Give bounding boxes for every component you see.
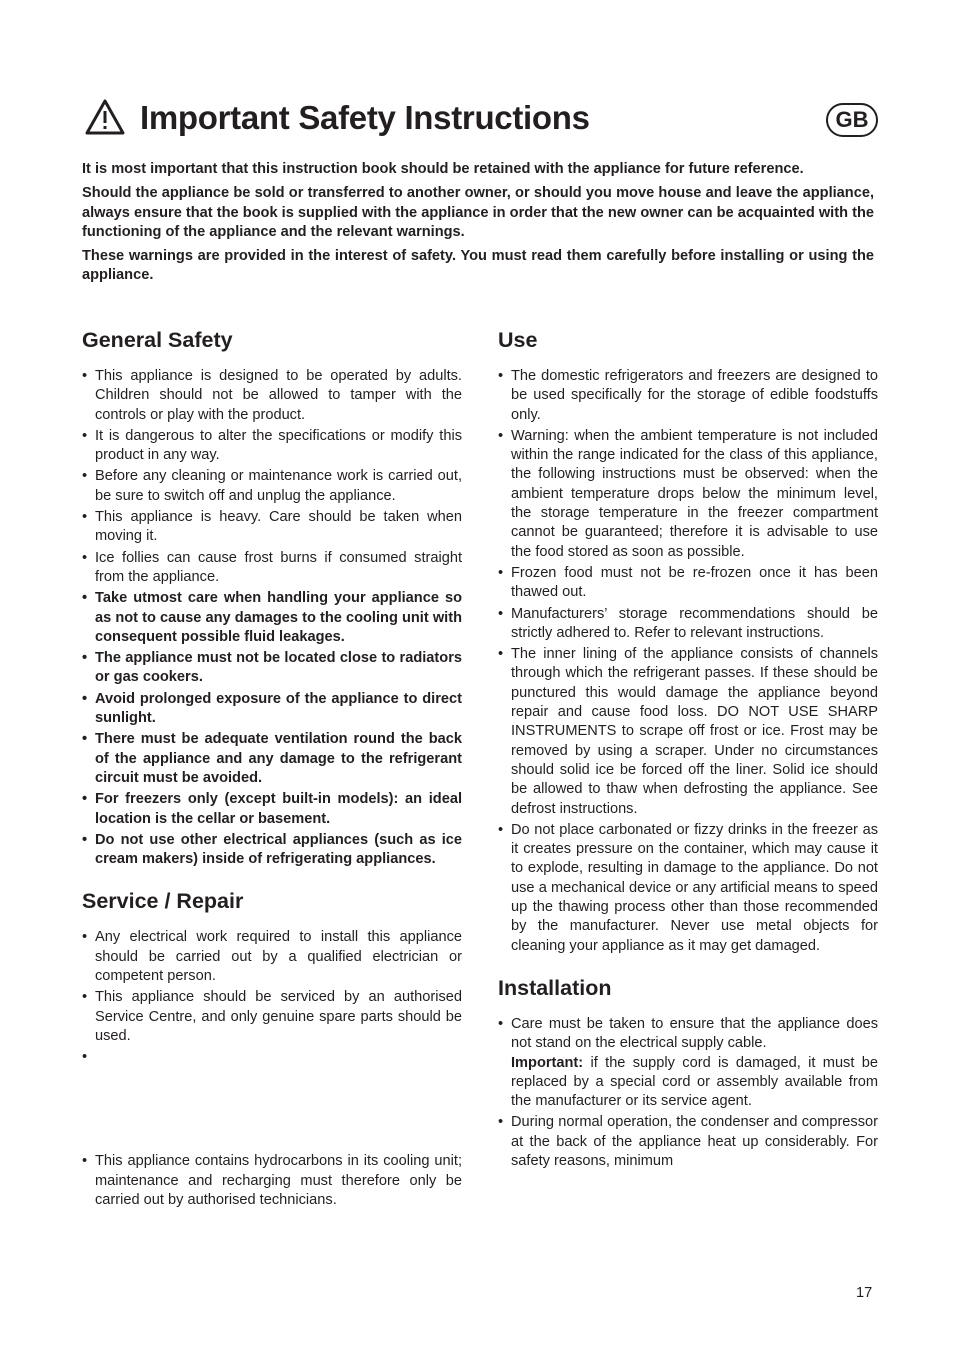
left-column [82,326,462,1212]
installation-list [498,1015,878,1171]
list-item [498,1015,878,1111]
list-item: • Ice follies can cause frost burns if consumed straight from the appliance. [82,549,462,588]
page-number: 17 [856,1285,873,1301]
list-item: • Avoid prolonged exposure of the appliance to direct sunlight. [82,690,462,729]
intro-paragraph: It is most important that this instruction book should be retained with the appliance for future reference. [82,161,804,177]
installation-heading: Installation [498,975,612,1000]
list-item: • Do not use other electrical appliances (such as ice cream makers) inside of refrigerating appliances. [82,831,462,870]
general-safety-heading: General Safety [82,328,233,352]
list-item: • The domestic refrigerators and freezers are designed to be used specifically for the storage of edible foodstuffs only. [498,367,878,425]
list-item: • This appliance should be serviced by an authorised Service Centre, and only genuine spare parts should be used. [82,988,462,1046]
right-column [498,326,878,1173]
list-item: • It is dangerous to alter the specifications or modify this product in any way. [82,427,462,466]
important-label: Important: [511,1054,584,1071]
list-item: • This appliance contains hydrocarbons in its cooling unit; maintenance and recharging must therefore only be carried out by authorised technicians. [82,1152,462,1210]
list-item: • Before any cleaning or maintenance work is carried out, be sure to switch off and unplug the appliance. [82,467,462,506]
intro-paragraph: These warnings are provided in the interest of safety. You must read them carefully before installing or using the appliance. [82,248,874,284]
list-item: • Any electrical work required to install this appliance should be carried out by a qualified electrician or competent person. [82,928,462,986]
list-item: • The inner lining of the appliance consists of channels through which the refrigerant passes. If these should be punctured this would damage the appliance beyond repair and cause food loss. DO NOT USE SHARP INSTRUMENTS to scrape off frost or ice. Frost may be removed by using a scraper. Under no circumstances should solid ice be forced off the liner. Solid ice should be allowed to thaw when defrosting the appliance. See defrost instructions. [498,645,878,819]
item-text: Care must be taken to ensure that the appliance does not stand on the electrical supply cable. [511,1015,878,1052]
list-item: • Frozen food must not be re-frozen once it has been thawed out. [498,564,878,603]
list-item: • Do not place carbonated or fizzy drinks in the freezer as it creates pressure on the container, which may cause it to explode, resulting in damage to the appliance. Do not use a mechanical device or any artificial means to speed up the thawing process other than those recommended by the manufacturer. Never use metal objects for cleaning your appliance as it may get damaged. [498,821,878,956]
service-repair-list [82,928,462,1210]
list-item: • This appliance is heavy. Care should be taken when moving it. [82,508,462,547]
list-item: • During normal operation, the condenser and compressor at the back of the appliance heat up considerably. For safety reasons, minimum [498,1113,878,1171]
list-item: • Manufacturers’ storage recommendations should be strictly adhered to. Refer to relevant instructions. [498,605,878,644]
intro-paragraph: Should the appliance be sold or transferred to another owner, or should you move house and leave the appliance, always ensure that the book is supplied with the appliance in order that the new owner can be acquainted with the functioning of the appliance and the relevant warnings. [82,185,874,240]
page-title: Important Safety Instructions [140,99,590,136]
intro-section [82,160,874,291]
use-heading: Use [498,328,538,352]
item-text: if the supply cord is damaged, it must be replaced by a special cord or assembly available from the manufacturer or its service agent. [511,1054,878,1110]
page-header [84,96,880,146]
list-item: • Take utmost care when handling your appliance so as not to cause any damages to the cooling unit with consequent possible fluid leakages. [82,589,462,647]
list-item: • For freezers only (except built-in models): an ideal location is the cellar or basement. [82,790,462,829]
list-item: • There must be adequate ventilation round the back of the appliance and any damage to the refrigerant circuit must be avoided. [82,730,462,788]
general-safety-list [82,367,462,869]
use-list [498,367,878,956]
language-badge: GB [826,103,878,137]
list-item: • Warning: when the ambient temperature is not included within the range indicated for the class of this appliance, the following instructions must be observed: when the ambient temperature drops below the minimum level, the storage temperature in the freezer compartment cannot be guaranteed; therefore it is advisable to use the food stored as soon as possible. [498,427,878,562]
service-repair-heading: Service / Repair [82,889,244,914]
list-item: • The appliance must not be located close to radiators or gas cookers. [82,649,462,688]
list-item: • This appliance is designed to be operated by adults. Children should not be allowed to tamper with the controls or play with the product. [82,367,462,425]
warning-triangle-icon [84,98,126,136]
